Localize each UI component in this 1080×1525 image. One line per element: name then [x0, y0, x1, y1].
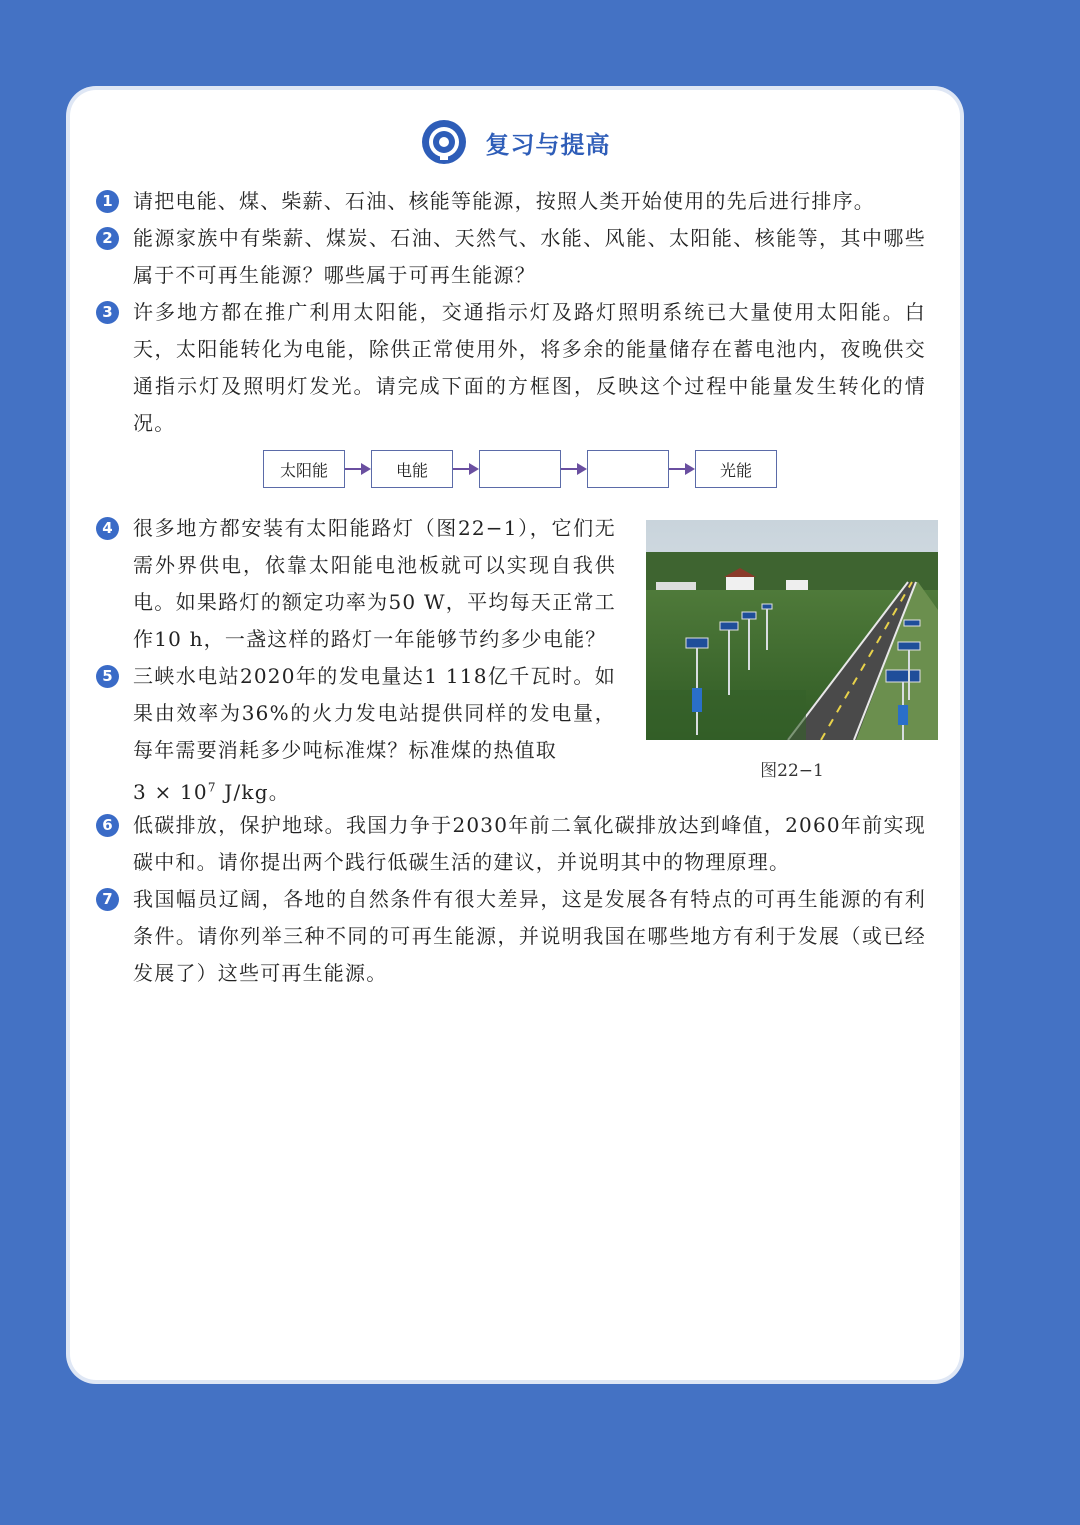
question-5 [96, 658, 616, 811]
question-6 [96, 807, 926, 881]
flow-box-blank-2[interactable] [587, 450, 669, 488]
question-text: 三峡水电站2020年的发电量达1 118亿千瓦时。如果由效率为36%的火力发电站提供同样的发电量，每年需要消耗多少吨标准煤？标准煤的热值取 $3 \times 10^7$ J/kg。 [133, 664, 616, 804]
flow-arrow-icon [453, 463, 479, 475]
question-text: 能源家族中有柴薪、煤炭、石油、天然气、水能、风能、太阳能、核能等，其中哪些属于不可再生能源？哪些属于可再生能源？ [133, 226, 926, 287]
energy-flow-diagram [263, 450, 777, 488]
question-number-badge: 3 [96, 301, 119, 324]
question-text: 很多地方都安装有太阳能路灯（图22−1），它们无需外界供电，依靠太阳能电池板就可以实现自我供电。如果路灯的额定功率为50 W，平均每天正常工作10 h，一盏这样的路灯一年能够节约多少电能？ [133, 516, 616, 651]
flow-box-blank-1[interactable] [479, 450, 561, 488]
target-icon [420, 118, 468, 166]
question-number-badge: 5 [96, 665, 119, 688]
question-text: 我国幅员辽阔，各地的自然条件有很大差异，这是发展各有特点的可再生能源的有利条件。请你列举三种不同的可再生能源，并说明我国在哪些地方有利于发展（或已经发展了）这些可再生能源。 [133, 887, 926, 985]
flow-box-solar: 太阳能 [263, 450, 345, 488]
flow-box-light: 光能 [695, 450, 777, 488]
page-card [70, 90, 960, 1380]
section-title: 复习与提高 [485, 130, 611, 159]
question-7 [96, 881, 926, 992]
question-text: 低碳排放，保护地球。我国力争于2030年前二氧化碳排放达到峰值，2060年前实现碳中和。请你提出两个践行低碳生活的建议，并说明其中的物理原理。 [133, 813, 926, 874]
flow-arrow-icon [669, 463, 695, 475]
question-1 [96, 183, 926, 220]
question-number-badge: 4 [96, 517, 119, 540]
question-number-badge: 2 [96, 227, 119, 250]
question-4 [96, 510, 616, 658]
solar-streetlight-photo [646, 520, 938, 740]
question-3 [96, 294, 926, 442]
question-number-badge: 6 [96, 814, 119, 837]
heat-value-formula: $3 \times 10^7$ J/kg。 [133, 779, 290, 804]
question-2 [96, 220, 926, 294]
section-header [70, 118, 960, 166]
figure-caption: 图22−1 [760, 761, 824, 781]
question-text: 许多地方都在推广利用太阳能，交通指示灯及路灯照明系统已大量使用太阳能。白天，太阳能转化为电能，除供正常使用外，将多余的能量储存在蓄电池内，夜晚供交通指示灯及照明灯发光。请完成下面的方框图，反映这个过程中能量发生转化的情况。 [133, 300, 926, 435]
question-number-badge: 7 [96, 888, 119, 911]
question-text: 请把电能、煤、柴薪、石油、核能等能源，按照人类开始使用的先后进行排序。 [133, 189, 875, 213]
question-number-badge: 1 [96, 190, 119, 213]
flow-arrow-icon [345, 463, 371, 475]
flow-box-electric: 电能 [371, 450, 453, 488]
flow-arrow-icon [561, 463, 587, 475]
